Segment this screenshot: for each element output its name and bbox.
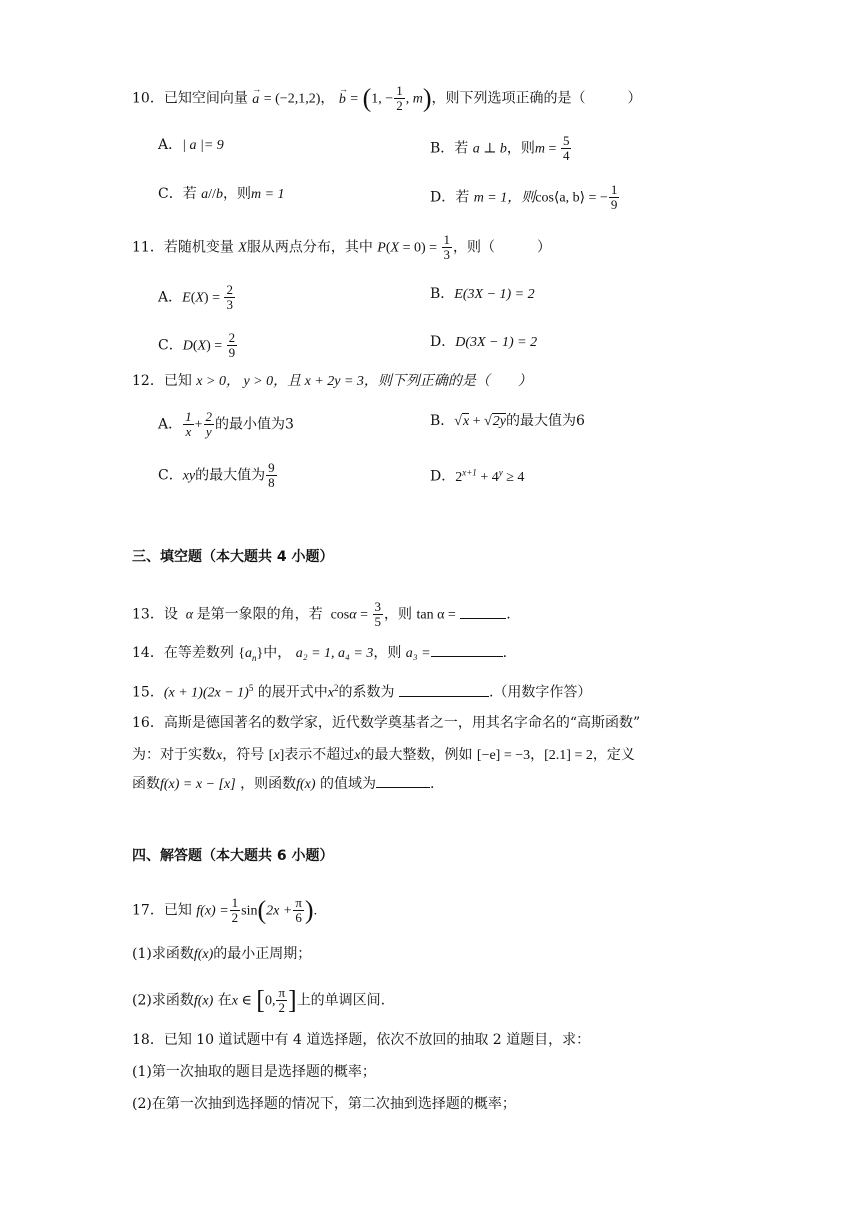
section-title-fill-in: 三、填空题（本大题共 4 小题） <box>132 549 334 565</box>
q15: 15．$(x + 1)(2x - 1)^5$ 的展开式中$x^2$的系数为 .（用数字作答） <box>132 683 592 701</box>
q18-part1: (1)第一次抽取的题目是选择题的概率； <box>132 1064 376 1080</box>
q12-stem: 12．已知 x > 0， y > 0，且 x + 2y = 3，则下列正确的是（ ） <box>132 373 532 389</box>
q17-part1: (1)求函数f(x)的最小正周期； <box>132 946 312 962</box>
answer-blank[interactable] <box>399 682 489 697</box>
vector-b: → b <box>339 89 346 111</box>
q16-line3: 函数f(x) = x − [x] ，则函数f(x) 的值域为 . <box>132 773 434 796</box>
fraction-1-2: $\frac{1}{2}$ <box>396 83 403 113</box>
answer-blank[interactable] <box>431 642 503 657</box>
answer-blank[interactable] <box>460 604 506 619</box>
q11-stem: 11．若随机变量 X服从两点分布，其中 P(X = 0) = $\frac{1}{3}$ ，则（ ） <box>132 232 552 262</box>
answer-blank[interactable] <box>376 773 430 788</box>
q11-option-c: C．D(X) = $\frac{2}{9}$ <box>158 330 236 360</box>
q16-line2: 为：对于实数x，符号 [x]表示不超过x的最大整数，例如 [−e] = −3，[2.1] = 2，定义 <box>132 747 635 763</box>
q14: 14．在等差数列 $\{a_n\}$中， a₂ = 1, a₄ = 3，则 a₃ = . <box>132 642 507 669</box>
q10-option-b: B．若 a ⊥ b，则m = $\frac{5}{4}$ <box>430 133 570 163</box>
q12-option-a: A． $\frac{1}{x}$ + $\frac{2}{y}$ 的最小值为3 <box>158 409 294 439</box>
q10-stem: 10．已知空间向量 → a = (−2,1,2)， → b = (1, − $\frac{1}{2}$ , m)，则下列选项正确的是（ ） <box>132 84 642 113</box>
q11-option-d: D．D(3X − 1) = 2 <box>430 334 538 350</box>
q17-stem: 17．已知 f(x) = $\frac{1}{2}$ sin(2x + $\frac{\pi}{6}$ ). <box>132 895 318 925</box>
q13: 13．设 α 是第一象限的角，若 cosα = $\frac{3}{5}$ ，则 tan α = . <box>132 599 511 629</box>
q10-option-c: C．若 a//b，则m = 1 <box>158 186 285 202</box>
q11-option-a: A．E(X) = $\frac{2}{3}$ <box>158 282 233 312</box>
vector-a: → a <box>252 89 259 111</box>
q11-option-b: B．E(3X − 1) = 2 <box>430 286 535 302</box>
section-title-solutions: 四、解答题（本大题共 6 小题） <box>132 848 334 864</box>
q10-option-d: D．若 m = 1，则cos⟨a, b⟩ = − $\frac{1}{9}$ <box>430 182 618 212</box>
q16-line1: 16．高斯是德国著名的数学家，近代数学奠基者之一，用其名字命名的“高斯函数” <box>132 715 641 731</box>
q12-option-b: B．√x + √2y的最大值为6 <box>430 413 585 429</box>
q17-part2: (2)求函数f(x) 在x ∈ [0, $\frac{\pi}{2}$ ]上的单调区间. <box>132 985 386 1015</box>
q12-option-d: D．$2^{x+1} + 4^y \ge 4$ <box>430 467 525 485</box>
q18-part2: (2)在第一次抽到选择题的情况下，第二次抽到选择题的概率； <box>132 1096 516 1112</box>
q18-stem: 18．已知 10 道试题中有 4 道选择题，依次不放回的抽取 2 道题目，求： <box>132 1032 591 1048</box>
q12-option-c: C．xy的最大值为 $\frac{9}{8}$ <box>158 460 275 490</box>
q10-option-a: A．| a |= 9 <box>158 137 224 153</box>
